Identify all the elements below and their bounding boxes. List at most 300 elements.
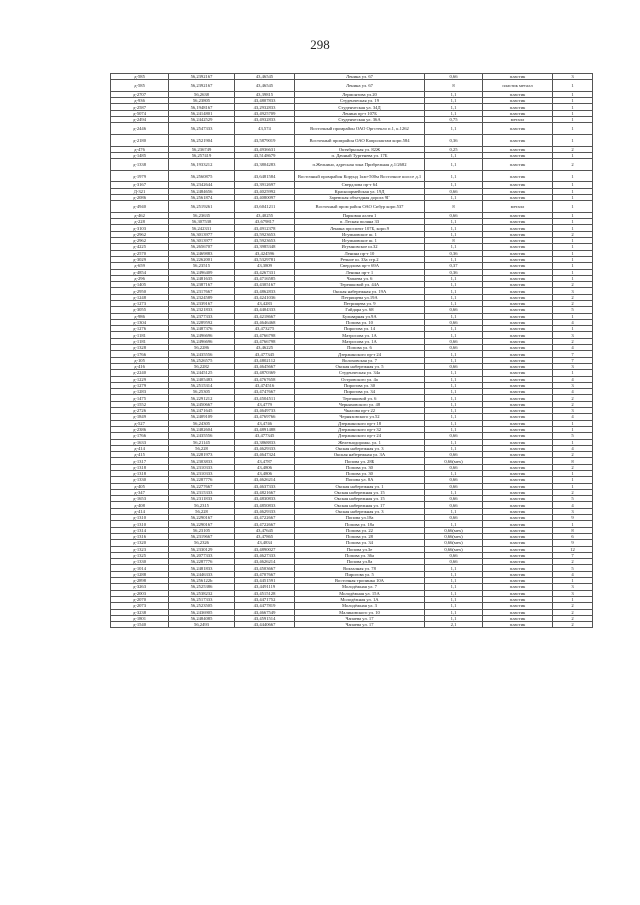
- count-cell: 1: [553, 170, 593, 182]
- address-cell: Дзержинского пр-т 24: [295, 351, 425, 357]
- longitude-cell: 43,4404333: [235, 307, 295, 313]
- address-cell: Черняховского ул. 48: [295, 401, 425, 407]
- latitude-cell: 56,2515314: [169, 382, 235, 388]
- volume-cell: 1,1: [425, 408, 483, 414]
- count-cell: 2: [553, 609, 593, 615]
- site-id-cell: д-1330: [111, 559, 169, 565]
- latitude-cell: 56,2496696: [169, 332, 235, 338]
- volume-cell: 1,1: [425, 288, 483, 294]
- longitude-cell: 43,46545: [235, 80, 295, 92]
- site-id-cell: д-1248: [111, 294, 169, 300]
- volume-cell: 1,1: [425, 152, 483, 158]
- longitude-cell: 43,4707667: [235, 571, 295, 577]
- material-cell: пластик: [483, 326, 553, 332]
- volume-cell: 0,66: [425, 433, 483, 439]
- site-id-cell: д-2240: [111, 370, 169, 376]
- address-cell: Дзержинского пр-т 18: [295, 420, 425, 426]
- address-cell: Окская набережная ул. 5: [295, 363, 425, 369]
- volume-cell: 0,66: [425, 74, 483, 80]
- longitude-cell: 43,40255: [235, 212, 295, 218]
- material-cell: пластик: [483, 471, 553, 477]
- site-id-cell: д-527: [111, 420, 169, 426]
- latitude-cell: 56,256122b: [169, 578, 235, 584]
- address-cell: п. Лесная поляна 33: [295, 219, 425, 225]
- site-id-cell: д-415: [111, 452, 169, 458]
- address-cell: Заревская объездная дорога 9Г: [295, 194, 425, 200]
- volume-cell: 0,66: [425, 212, 483, 218]
- volume-cell: 1,1: [425, 603, 483, 609]
- site-id-cell: д-3103: [111, 225, 169, 231]
- longitude-cell: 43,4807833: [235, 98, 295, 104]
- material-cell: пластик металл: [483, 80, 553, 92]
- site-id-cell: д-2086: [111, 194, 169, 200]
- address-cell: Парковая аллея 1: [295, 212, 425, 218]
- longitude-cell: 43,4515128: [235, 590, 295, 596]
- address-cell: Ленина пр-т 1: [295, 269, 425, 275]
- address-cell: Пирогова ул. 14: [295, 326, 425, 332]
- count-cell: 2: [553, 489, 593, 495]
- site-id-cell: Д-321: [111, 188, 169, 194]
- site-id-cell: д-1310: [111, 521, 169, 527]
- latitude-cell: 56,2315: [169, 502, 235, 508]
- site-id-cell: д-585: [111, 74, 169, 80]
- volume-cell: 1,1: [425, 313, 483, 319]
- count-cell: 2: [553, 615, 593, 621]
- material-cell: пластик: [483, 282, 553, 288]
- latitude-cell: 56,2303833: [169, 458, 235, 464]
- site-id-cell: д-1325: [111, 552, 169, 558]
- count-cell: 1: [553, 420, 593, 426]
- address-cell: Чкалова пр-т 22: [295, 408, 425, 414]
- longitude-cell: 43,4769766: [235, 414, 295, 420]
- latitude-cell: 56,2392167: [169, 74, 235, 80]
- material-cell: пластик: [483, 584, 553, 590]
- material-cell: пластик: [483, 250, 553, 256]
- site-id-cell: д-228: [111, 219, 169, 225]
- material-cell: пластик: [483, 489, 553, 495]
- site-id-cell: д-416: [111, 363, 169, 369]
- volume-cell: 1,1: [425, 471, 483, 477]
- volume-cell: 1,1: [425, 508, 483, 514]
- address-cell: Бульварная ул.9А: [295, 313, 425, 319]
- latitude-cell: 56,2471645: [169, 408, 235, 414]
- address-cell: Окская набережная ул. 1: [295, 483, 425, 489]
- material-cell: пластик: [483, 345, 553, 351]
- address-cell: Окская набережная ул. 15: [295, 496, 425, 502]
- material-cell: пластик: [483, 609, 553, 615]
- latitude-cell: 56,2286: [169, 345, 235, 351]
- longitude-cell: 43,4766798: [235, 332, 295, 338]
- material-cell: пластик: [483, 275, 553, 281]
- count-cell: 4: [553, 445, 593, 451]
- count-cell: 1: [553, 219, 593, 225]
- address-cell: Студенческая ул. 36А: [295, 117, 425, 123]
- latitude-cell: 56,2487376: [169, 326, 235, 332]
- count-cell: 2: [553, 294, 593, 300]
- longitude-cell: 43,4218667: [235, 313, 295, 319]
- longitude-cell: 43,4267331: [235, 269, 295, 275]
- count-cell: 2: [553, 338, 593, 344]
- latitude-cell: 56,1948167: [169, 104, 235, 110]
- site-id-cell: д-1849: [111, 414, 169, 420]
- volume-cell: 0,66(мех): [425, 540, 483, 546]
- site-id-cell: д-1475: [111, 395, 169, 401]
- latitude-cell: 56,2414801: [169, 110, 235, 116]
- material-cell: пластик: [483, 307, 553, 313]
- latitude-cell: 56,2560875: [169, 170, 235, 182]
- longitude-cell: 43,4936631: [235, 146, 295, 152]
- address-cell: Окская набережная ул. 3А: [295, 452, 425, 458]
- count-cell: 1: [553, 596, 593, 602]
- material-cell: пластик: [483, 540, 553, 546]
- longitude-cell: 43,4629333: [235, 445, 295, 451]
- count-cell: 6: [553, 533, 593, 539]
- count-cell: 1: [553, 134, 593, 146]
- address-cell: Терешковой ул. 44А: [295, 282, 425, 288]
- latitude-cell: 56,257419: [169, 152, 235, 158]
- address-cell: Попова ул. 28: [295, 533, 425, 539]
- longitude-cell: 43,47645: [235, 527, 295, 533]
- latitude-cell: 56,2262001: [169, 256, 235, 262]
- material-cell: пластик: [483, 395, 553, 401]
- longitude-cell: 43,4645667: [235, 363, 295, 369]
- count-cell: 3: [553, 288, 593, 294]
- volume-cell: 1,1: [425, 182, 483, 188]
- latitude-cell: 56,2493: [169, 622, 235, 628]
- latitude-cell: 56,236749: [169, 146, 235, 152]
- longitude-cell: 43,4667549: [235, 609, 295, 615]
- latitude-cell: 56,2290167: [169, 521, 235, 527]
- site-id-cell: д-1273: [111, 300, 169, 306]
- address-cell: Пирогова ул. 30: [295, 382, 425, 388]
- volume-cell: 1,1: [425, 110, 483, 116]
- volume-cell: 1,1: [425, 414, 483, 420]
- address-cell: Вокзалная ул. 78: [295, 565, 425, 571]
- address-cell: Чапаева ул. 17: [295, 615, 425, 621]
- longitude-cell: 43,574: [235, 123, 295, 135]
- material-cell: пластик: [483, 445, 553, 451]
- material-cell: пластик: [483, 294, 553, 300]
- count-cell: 7: [553, 552, 593, 558]
- site-id-cell: д-4940: [111, 201, 169, 213]
- longitude-cell: 43,6041211: [235, 201, 295, 213]
- longitude-cell: 43,4830833: [235, 496, 295, 502]
- latitude-cell: 56,2392167: [169, 80, 235, 92]
- site-id-cell: д-1181: [111, 338, 169, 344]
- count-cell: 3: [553, 590, 593, 596]
- count-cell: 3: [553, 508, 593, 514]
- longitude-cell: 43,4471752: [235, 596, 295, 602]
- site-id-cell: д-659: [111, 263, 169, 269]
- latitude-cell: 56,24305: [169, 420, 235, 426]
- count-cell: 1: [553, 117, 593, 123]
- latitude-cell: 56,2435556: [169, 433, 235, 439]
- material-cell: пластик: [483, 483, 553, 489]
- count-cell: 12: [553, 546, 593, 552]
- site-id-cell: д-1540: [111, 622, 169, 628]
- address-cell: Игумновское ш. 1: [295, 231, 425, 237]
- latitude-cell: 56,23635: [169, 212, 235, 218]
- count-cell: 1: [553, 250, 593, 256]
- site-id-cell: д-2386: [111, 426, 169, 432]
- address-cell: Чапаева ул. 17: [295, 622, 425, 628]
- count-cell: 3: [553, 74, 593, 80]
- material-cell: пластик: [483, 502, 553, 508]
- longitude-cell: 43,4767658: [235, 376, 295, 382]
- volume-cell: 0,66: [425, 338, 483, 344]
- site-id-cell: д-2898: [111, 578, 169, 584]
- material-cell: пластик: [483, 477, 553, 483]
- material-cell: пластик: [483, 212, 553, 218]
- material-cell: пластик: [483, 300, 553, 306]
- latitude-cell: 56,23105: [169, 527, 235, 533]
- count-cell: 5: [553, 565, 593, 571]
- latitude-cell: 56,2496409: [169, 269, 235, 275]
- table-body: [111, 74, 593, 628]
- latitude-cell: 56,2387167: [169, 282, 235, 288]
- volume-cell: 1,1: [425, 489, 483, 495]
- latitude-cell: 56,2342644: [169, 182, 235, 188]
- material-cell: пластик: [483, 194, 553, 200]
- volume-cell: 1,1: [425, 609, 483, 615]
- site-id-cell: д-1310: [111, 515, 169, 521]
- volume-cell: 0,66: [425, 464, 483, 470]
- table-row: [111, 134, 593, 146]
- latitude-cell: 56,2277667: [169, 483, 235, 489]
- count-cell: 1: [553, 80, 593, 92]
- address-cell: Попова ул. 28Б: [295, 458, 425, 464]
- material-cell: пластик: [483, 552, 553, 558]
- latitude-cell: 56,2526575: [169, 357, 235, 363]
- table-row: [111, 201, 593, 213]
- latitude-cell: 56,2321833: [169, 307, 235, 313]
- address-cell: Попова ул.8а: [295, 559, 425, 565]
- longitude-cell: 43,3985348: [235, 244, 295, 250]
- longitude-cell: 43,4627333: [235, 552, 295, 558]
- longitude-cell: 43,5879019: [235, 134, 295, 146]
- latitude-cell: 56,2310333: [169, 471, 235, 477]
- latitude-cell: 56,2330129: [169, 546, 235, 552]
- latitude-cell: 56,2547333: [169, 123, 235, 135]
- address-cell: Окская набережная ул. 3: [295, 445, 425, 451]
- longitude-cell: 43,4912378: [235, 225, 295, 231]
- count-cell: 1: [553, 201, 593, 213]
- latitude-cell: 56,2519261: [169, 201, 235, 213]
- longitude-cell: 43,4787: [235, 458, 295, 464]
- site-id-cell: д-3029: [111, 256, 169, 262]
- material-cell: пластик: [483, 134, 553, 146]
- site-id-cell: д-5074: [111, 110, 169, 116]
- latitude-cell: 56,2450667: [169, 401, 235, 407]
- material-cell: пластик: [483, 414, 553, 420]
- site-id-cell: д-1766: [111, 433, 169, 439]
- volume-cell: 0,36: [425, 269, 483, 275]
- site-id-cell: д-1338: [111, 159, 169, 171]
- latitude-cell: 56,21145: [169, 439, 235, 445]
- latitude-cell: 56,2446333: [169, 571, 235, 577]
- longitude-cell: 43,4890027: [235, 546, 295, 552]
- site-id-cell: д-1323: [111, 546, 169, 552]
- longitude-cell: 43,477345: [235, 433, 295, 439]
- material-cell: пластик: [483, 91, 553, 97]
- count-cell: 1: [553, 370, 593, 376]
- material-cell: пластик: [483, 565, 553, 571]
- volume-cell: 1,1: [425, 357, 483, 363]
- count-cell: 1: [553, 182, 593, 188]
- material-cell: пластик: [483, 420, 553, 426]
- longitude-cell: 43,5923653: [235, 231, 295, 237]
- material-cell: пластик: [483, 439, 553, 445]
- count-cell: 4: [553, 389, 593, 395]
- latitude-cell: 56,3013977: [169, 231, 235, 237]
- volume-cell: 1,1: [425, 332, 483, 338]
- site-id-cell: д-3055: [111, 307, 169, 313]
- page-number: 298: [310, 37, 330, 52]
- site-id-cell: д-1304: [111, 319, 169, 325]
- latitude-cell: 56,2324589: [169, 294, 235, 300]
- address-cell: Чапаева ул. 6: [295, 275, 425, 281]
- site-id-cell: д-347: [111, 489, 169, 495]
- latitude-cell: 56,2077333: [169, 552, 235, 558]
- longitude-cell: 43,3868833: [235, 439, 295, 445]
- volume-cell: 0,66(мех): [425, 546, 483, 552]
- material-cell: пластик: [483, 357, 553, 363]
- site-id-cell: д-3263: [111, 584, 169, 590]
- count-cell: 8: [553, 458, 593, 464]
- address-cell: Восточный промрайон Корунд 1км+500м Восточное шоссе д.1: [295, 170, 425, 182]
- site-id-cell: д-2962: [111, 231, 169, 237]
- address-cell: Дзержинского пр-т 24: [295, 433, 425, 439]
- address-cell: Малиновского ул. 10: [295, 609, 425, 615]
- address-cell: Восточный промрайон ОАО Капролактам корп.584: [295, 134, 425, 146]
- count-cell: 2: [553, 452, 593, 458]
- address-cell: Попова ул. 36а: [295, 552, 425, 558]
- address-cell: Свердлова пр-т 64: [295, 182, 425, 188]
- material-cell: пластик: [483, 182, 553, 188]
- address-cell: Гайдара ул. 68: [295, 307, 425, 313]
- volume-cell: 0,66: [425, 552, 483, 558]
- volume-cell: 1,1: [425, 326, 483, 332]
- latitude-cell: 56,2281973: [169, 452, 235, 458]
- volume-cell: 0,66: [425, 345, 483, 351]
- address-cell: Волоховская ул. 7: [295, 357, 425, 363]
- site-id-cell: д-1317: [111, 458, 169, 464]
- volume-cell: 1,1: [425, 615, 483, 621]
- latitude-cell: 56,2377333: [169, 313, 235, 319]
- longitude-cell: 43,4626214: [235, 477, 295, 483]
- address-cell: Черняховского ул.52: [295, 414, 425, 420]
- material-cell: пластик: [483, 433, 553, 439]
- latitude-cell: 56,2523505: [169, 603, 235, 609]
- site-id-cell: д-2726: [111, 408, 169, 414]
- longitude-cell: 43,4504511: [235, 395, 295, 401]
- site-id-cell: д-2180: [111, 134, 169, 146]
- address-cell: Пирогова ул. 5: [295, 571, 425, 577]
- material-cell: пластик: [483, 546, 553, 552]
- address-cell: Петрищева ул.19А: [295, 294, 425, 300]
- material-cell: пластик: [483, 170, 553, 182]
- count-cell: 1: [553, 269, 593, 275]
- longitude-cell: 43,4779: [235, 401, 295, 407]
- latitude-cell: 56,2310333: [169, 464, 235, 470]
- material-cell: пластик: [483, 426, 553, 432]
- count-cell: 1: [553, 483, 593, 489]
- address-cell: Попова ул. 6: [295, 345, 425, 351]
- volume-cell: 8: [425, 201, 483, 213]
- volume-cell: 1,1: [425, 521, 483, 527]
- site-id-cell: д-1405: [111, 282, 169, 288]
- site-id-cell: д-1181: [111, 332, 169, 338]
- address-cell: Лермонтова ул.20: [295, 91, 425, 97]
- site-id-cell: д-4225: [111, 244, 169, 250]
- site-id-cell: д-585: [111, 80, 169, 92]
- latitude-cell: 56,2482604: [169, 426, 235, 432]
- address-cell: Речное ш. 33а стр.2: [295, 256, 425, 262]
- volume-cell: 0,66: [425, 515, 483, 521]
- longitude-cell: 43,4477819: [235, 603, 295, 609]
- material-cell: пластик: [483, 225, 553, 231]
- count-cell: 2: [553, 282, 593, 288]
- address-cell: Ленина проспект 107Б, корп.9: [295, 225, 425, 231]
- site-id-cell: д-462: [111, 212, 169, 218]
- address-cell: Студенческая ул. 34Д: [295, 104, 425, 110]
- address-cell: Свердлова пр-т 69А: [295, 263, 425, 269]
- address-cell: Железнодорожн. ул. 1: [295, 439, 425, 445]
- material-cell: пластик: [483, 590, 553, 596]
- longitude-cell: 43,4637333: [235, 483, 295, 489]
- address-cell: Дзержинского пр-т 32: [295, 426, 425, 432]
- longitude-cell: 43,5923653: [235, 238, 295, 244]
- volume-cell: 1,1: [425, 91, 483, 97]
- volume-cell: 1,1: [425, 445, 483, 451]
- longitude-cell: 43,4626214: [235, 559, 295, 565]
- latitude-cell: 56,2435556: [169, 351, 235, 357]
- material-cell: пластик: [483, 408, 553, 414]
- volume-cell: 0,75: [425, 117, 483, 123]
- count-cell: 4: [553, 376, 593, 382]
- count-cell: 1: [553, 225, 593, 231]
- count-cell: 3: [553, 363, 593, 369]
- site-id-cell: д-1328: [111, 345, 169, 351]
- volume-cell: 1,1: [425, 426, 483, 432]
- volume-cell: 1,1: [425, 395, 483, 401]
- latitude-cell: 56,242331: [169, 225, 235, 231]
- site-id-cell: д-2003: [111, 590, 169, 596]
- site-id-cell: д-414: [111, 508, 169, 514]
- longitude-cell: 43,3804283: [235, 159, 295, 171]
- count-cell: 8: [553, 527, 593, 533]
- material-cell: пластик: [483, 401, 553, 407]
- address-cell: Игумновское ш.32: [295, 244, 425, 250]
- address-cell: Молодёжная ул. 7: [295, 584, 425, 590]
- latitude-cell: 56,2442529: [169, 117, 235, 123]
- address-cell: Ленина ул. 67: [295, 74, 425, 80]
- count-cell: 7: [553, 351, 593, 357]
- material-cell: металл: [483, 117, 553, 123]
- count-cell: 2: [553, 464, 593, 470]
- material-cell: пластик: [483, 458, 553, 464]
- volume-cell: 8: [425, 80, 483, 92]
- latitude-cell: 56,3013977: [169, 238, 235, 244]
- address-cell: Терешковой ул. 6: [295, 395, 425, 401]
- longitude-cell: 43,4806: [235, 471, 295, 477]
- latitude-cell: 56,2319667: [169, 533, 235, 539]
- count-cell: 7: [553, 357, 593, 363]
- material-cell: пластик: [483, 319, 553, 325]
- volume-cell: 1,1: [425, 401, 483, 407]
- longitude-cell: 43,4806: [235, 464, 295, 470]
- latitude-cell: 56,2315333: [169, 489, 235, 495]
